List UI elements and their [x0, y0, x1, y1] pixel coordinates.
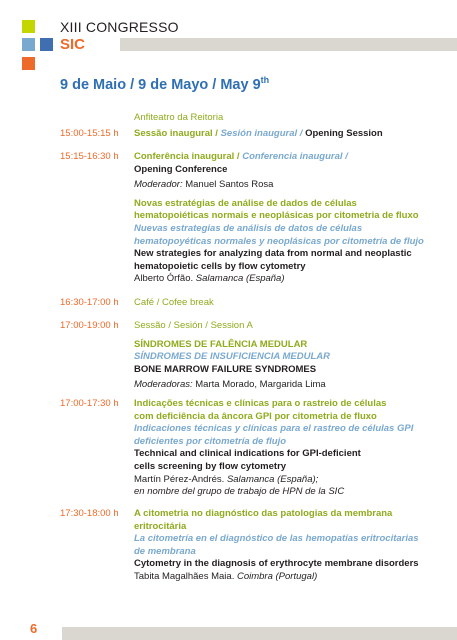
title-es: Conferencia inaugural / — [242, 151, 348, 162]
speaker-note: en nombre del grupo de trabajo de HPN de la SIC — [134, 486, 345, 498]
moderator-name: Manuel Santos Rosa — [185, 179, 274, 191]
logo-square-green — [22, 20, 35, 33]
session-opening-conference — [134, 151, 450, 286]
talk-title-pt: Indicações técnicas e clínicas para o rastreio de células — [134, 398, 387, 409]
session-time: 17:00-17:30 h — [60, 398, 119, 409]
session-time: 17:30-18:00 h — [60, 508, 119, 519]
footer-bar — [62, 627, 457, 640]
logo-square-orange — [22, 57, 35, 70]
session-opening — [134, 128, 450, 141]
talk-title-pt: Novas estratégias de análise de dados de células — [134, 197, 357, 209]
moderator-label: Moderadoras: — [134, 379, 193, 391]
title-en: Opening Session — [305, 128, 383, 139]
day-heading — [60, 75, 269, 93]
talk-erythrocyte — [134, 508, 450, 584]
talk-title-en: Cytometry in the diagnosis of erythrocyte membrane disorders — [134, 558, 419, 570]
day-heading-text: 9 de Maio / 9 de Mayo / May 9 — [60, 76, 261, 93]
affiliation: Salamanca (España); — [226, 473, 319, 485]
talk-title-pt: com deficiência da âncora GPI por citometria de fluxo — [134, 410, 377, 422]
title-es: Sesión inaugural / — [220, 128, 303, 139]
logo-square-light-blue — [22, 38, 35, 51]
theme-en: BONE MARROW FAILURE SYNDROMES — [134, 363, 317, 375]
talk-gpi — [134, 398, 450, 499]
moderator-name: Marta Morado, Margarida Lima — [195, 379, 326, 391]
coffee-break: Café / Cofee break — [134, 297, 214, 308]
congress-title: XIII CONGRESSO — [60, 19, 179, 35]
session-time: 15:00-15:15 h — [60, 128, 119, 139]
page-number: 6 — [30, 621, 38, 636]
session-time: 17:00-19:00 h — [60, 320, 119, 331]
day-heading-suffix: th — [260, 75, 270, 85]
talk-title-pt: hematopoiéticas normais e neoplásicas por citometria de fluxo — [134, 210, 419, 222]
affiliation: Salamanca (España) — [195, 273, 285, 285]
talk-title-es: hematopoyéticas normales y neoplásicas por citometría de flujo — [134, 235, 424, 247]
talk-title-en: Technical and clinical indications for GPI-deficient — [134, 448, 361, 460]
logo-square-dark-blue — [40, 38, 53, 51]
talk-title-en: hematopoietic cells by flow cytometry — [134, 260, 306, 272]
talk-title-en: cells screening by flow cytometry — [134, 460, 287, 472]
talk-title-es: La citometría en el diagnóstico de las hemopatías eritrocitarias — [134, 533, 419, 545]
speaker: Alberto Órfão. — [134, 273, 194, 285]
talk-title-es: de membrana — [134, 545, 196, 557]
talk-title-pt: A citometria no diagnóstico das patologias da membrana — [134, 508, 393, 519]
theme-es: SÍNDROMES DE INSUFICIENCIA MEDULAR — [134, 351, 330, 363]
session-title: Sessão / Sesión / Session A — [134, 320, 253, 331]
session-time: 16:30-17:00 h — [60, 297, 119, 308]
talk-title-es: deficientes por citometría de flujo — [134, 435, 287, 447]
title-pt: Conferência inaugural / — [134, 151, 240, 162]
affiliation: Coimbra (Portugal) — [236, 570, 318, 582]
theme-pt: SÍNDROMES DE FALÊNCIA MEDULAR — [134, 338, 308, 350]
talk-title-es: Indicaciones técnicas y clínicas para el rastreo de células GPI — [134, 423, 414, 435]
moderator-label: Moderador: — [134, 179, 183, 191]
session-time: 15:15-16:30 h — [60, 151, 119, 162]
speaker: Tabita Magalhães Maia. — [134, 570, 235, 582]
talk-title-en: New strategies for analyzing data from normal and neoplastic — [134, 248, 412, 260]
talk-title-es: Nuevas estrategias de análisis de datos de células — [134, 222, 363, 234]
title-en: Opening Conference — [134, 163, 228, 175]
venue: Anfiteatro da Reitoria — [134, 112, 224, 123]
session-a — [134, 320, 450, 392]
title-pt: Sessão inaugural / — [134, 128, 218, 139]
society-label: SIC — [60, 36, 86, 53]
header-bar — [120, 38, 457, 51]
talk-title-pt: eritrocitária — [134, 520, 187, 532]
speaker: Martín Pérez-Andrés. — [134, 473, 225, 485]
